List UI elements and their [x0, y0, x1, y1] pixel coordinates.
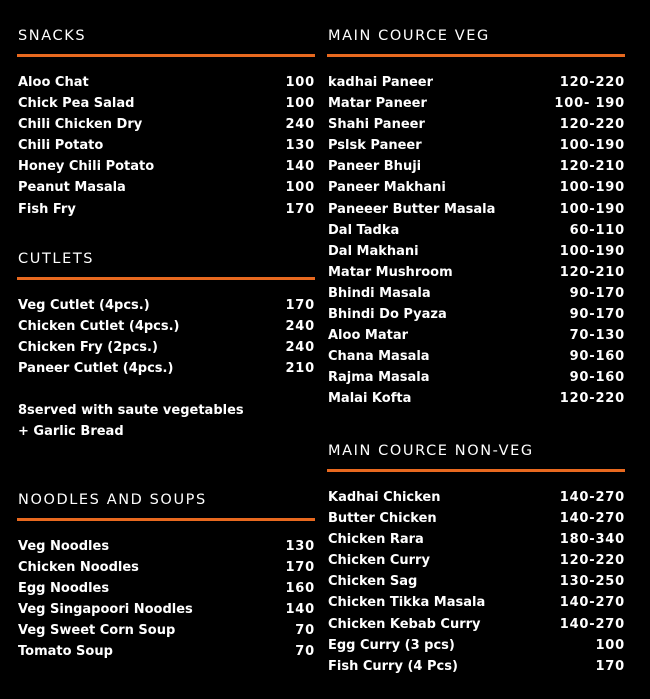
- menu-item: [327, 283, 625, 304]
- menu-item: [17, 337, 315, 358]
- item-price: 210: [285, 361, 315, 377]
- menu-item: [17, 358, 315, 379]
- item-price: 140: [285, 159, 315, 175]
- menu-item: [327, 241, 625, 262]
- item-price: 130-250: [559, 574, 625, 590]
- item-name: Honey Chili Potato: [18, 159, 155, 175]
- item-name: kadhai Paneer: [328, 75, 433, 90]
- menu-item: [17, 177, 315, 198]
- item-name: Fish Fry: [18, 201, 76, 217]
- item-name: Veg Cutlet (4pcs.): [18, 298, 150, 313]
- item-name: Chana Masala: [328, 349, 430, 365]
- item-name: Rajma Masala: [328, 370, 430, 386]
- section-divider: [327, 469, 625, 472]
- item-price: 180-340: [559, 532, 625, 548]
- item-name: Chicken Sag: [328, 574, 418, 590]
- item-price: 120-220: [559, 117, 625, 133]
- item-price: 100: [595, 637, 625, 653]
- menu-item: [327, 93, 625, 114]
- item-name: Chicken Rara: [328, 532, 424, 548]
- section-title: CUTLETS: [18, 251, 95, 267]
- menu-item: [327, 135, 625, 156]
- section-divider: [327, 54, 625, 57]
- section-divider: [17, 277, 315, 280]
- section-title: MAIN COURCE NON-VEG: [328, 443, 534, 459]
- menu-item: [327, 262, 625, 283]
- item-name: Paneer Bhuji: [328, 159, 422, 175]
- item-price: 100-190: [559, 180, 625, 196]
- item-price: 170: [285, 201, 315, 217]
- item-name: Matar Paneer: [328, 96, 427, 112]
- item-name: Chick Pea Salad: [18, 96, 135, 112]
- item-price: 120-210: [559, 159, 625, 175]
- item-price: 100-190: [559, 243, 625, 259]
- item-price: 120-220: [559, 391, 625, 407]
- note-line: 8served with saute vegetables: [18, 403, 244, 419]
- item-price: 100: [285, 75, 315, 90]
- menu-item: [327, 325, 625, 346]
- item-price: 130: [285, 539, 315, 554]
- item-name: Chicken Noodles: [18, 560, 139, 576]
- menu-item: [327, 367, 625, 388]
- item-price: 70-130: [569, 328, 625, 344]
- menu-item: [327, 487, 625, 508]
- item-price: 100- 190: [554, 96, 625, 112]
- menu-item: [17, 641, 315, 662]
- item-name: Butter Chicken: [328, 511, 437, 527]
- menu-item: [327, 72, 625, 93]
- menu-item: [327, 346, 625, 367]
- menu-item: [17, 599, 315, 620]
- item-name: Veg Sweet Corn Soup: [18, 623, 176, 639]
- menu-item: [327, 550, 625, 571]
- item-name: Chili Chicken Dry: [18, 117, 143, 133]
- section-noodles-and-soups: [17, 491, 315, 663]
- item-price: 90-160: [569, 370, 625, 386]
- item-name: Fish Curry (4 Pcs): [328, 658, 458, 674]
- menu-item: [17, 199, 315, 220]
- item-price: 90-160: [569, 349, 625, 365]
- item-name: Chicken Curry: [328, 553, 430, 569]
- section-divider: [17, 54, 315, 57]
- item-price: 160: [285, 581, 315, 597]
- menu-item: [327, 571, 625, 592]
- item-price: 90-170: [569, 285, 625, 301]
- item-name: Aloo Matar: [328, 328, 409, 344]
- menu-item: [17, 316, 315, 337]
- menu-item: [17, 114, 315, 135]
- menu-item: [17, 536, 315, 557]
- item-price: 90-170: [569, 307, 625, 323]
- item-name: Aloo Chat: [18, 75, 89, 90]
- item-price: 70: [295, 644, 315, 660]
- item-price: 240: [285, 117, 315, 133]
- item-name: Shahi Paneer: [328, 117, 425, 133]
- item-name: Matar Mushroom: [328, 264, 453, 280]
- note-line: + Garlic Bread: [18, 424, 124, 440]
- item-name: Tomato Soup: [18, 644, 113, 660]
- item-name: Veg Singapoori Noodles: [18, 602, 193, 618]
- item-price: 240: [285, 319, 315, 335]
- item-price: 120-220: [559, 553, 625, 569]
- section-cutlets: [17, 250, 315, 442]
- menu-item: [327, 199, 625, 220]
- item-name: Bhindi Do Pyaza: [328, 307, 447, 323]
- menu-item: [17, 93, 315, 114]
- menu-item: [327, 529, 625, 550]
- item-name: Bhindi Masala: [328, 285, 431, 301]
- item-name: Chicken Kebab Curry: [328, 616, 481, 632]
- item-name: Dal Tadka: [328, 222, 400, 238]
- item-name: Chili Potato: [18, 138, 104, 154]
- item-price: 170: [595, 658, 625, 674]
- item-name: Peanut Masala: [18, 180, 126, 196]
- item-name: Chicken Tikka Masala: [328, 595, 486, 611]
- item-name: Veg Noodles: [18, 539, 110, 554]
- menu-item: [327, 156, 625, 177]
- item-name: Egg Noodles: [18, 581, 110, 597]
- item-name: Chicken Cutlet (4pcs.): [18, 319, 180, 335]
- section-snacks: [17, 27, 315, 220]
- section-title: NOODLES AND SOUPS: [18, 492, 207, 508]
- item-price: 120-220: [559, 75, 625, 90]
- item-price: 140-270: [559, 616, 625, 632]
- item-price: 70: [295, 623, 315, 639]
- section-main-course-non-veg: [327, 442, 625, 677]
- item-price: 170: [285, 560, 315, 576]
- menu-item: [327, 614, 625, 635]
- menu-item: [17, 72, 315, 93]
- item-name: Paneeer Butter Masala: [328, 201, 496, 217]
- menu-item: [327, 177, 625, 198]
- item-price: 140-270: [559, 490, 625, 505]
- item-name: Paneer Makhani: [328, 180, 446, 196]
- item-price: 140-270: [559, 595, 625, 611]
- menu-item: [17, 620, 315, 641]
- item-name: Chicken Fry (2pcs.): [18, 340, 158, 356]
- item-price: 240: [285, 340, 315, 356]
- item-price: 170: [285, 298, 315, 313]
- item-name: Egg Curry (3 pcs): [328, 637, 455, 653]
- item-price: 60-110: [569, 222, 625, 238]
- item-price: 100-190: [559, 138, 625, 154]
- menu-item: [327, 114, 625, 135]
- menu-item: [17, 578, 315, 599]
- item-price: 140-270: [559, 511, 625, 527]
- menu-item: [17, 156, 315, 177]
- menu-item: [327, 656, 625, 677]
- item-name: Pslsk Paneer: [328, 138, 422, 154]
- item-name: Malai Kofta: [328, 391, 412, 407]
- menu-item: [17, 557, 315, 578]
- item-name: Paneer Cutlet (4pcs.): [18, 361, 174, 377]
- item-name: Kadhai Chicken: [328, 490, 441, 505]
- menu-item: [327, 592, 625, 613]
- section-title: SNACKS: [18, 28, 87, 44]
- section-divider: [17, 518, 315, 521]
- menu-item: [17, 135, 315, 156]
- menu-item: [327, 304, 625, 325]
- item-price: 100: [285, 96, 315, 112]
- section-title: MAIN COURCE VEG: [328, 28, 490, 44]
- menu-item: [17, 295, 315, 316]
- item-price: 100: [285, 180, 315, 196]
- menu-item: [327, 220, 625, 241]
- item-price: 120-210: [559, 264, 625, 280]
- menu-item: [327, 388, 625, 409]
- item-price: 130: [285, 138, 315, 154]
- item-name: Dal Makhani: [328, 243, 419, 259]
- menu-item: [327, 635, 625, 656]
- section-main-course-veg: [327, 27, 625, 410]
- menu-item: [327, 508, 625, 529]
- item-price: 100-190: [559, 201, 625, 217]
- item-price: 140: [285, 602, 315, 618]
